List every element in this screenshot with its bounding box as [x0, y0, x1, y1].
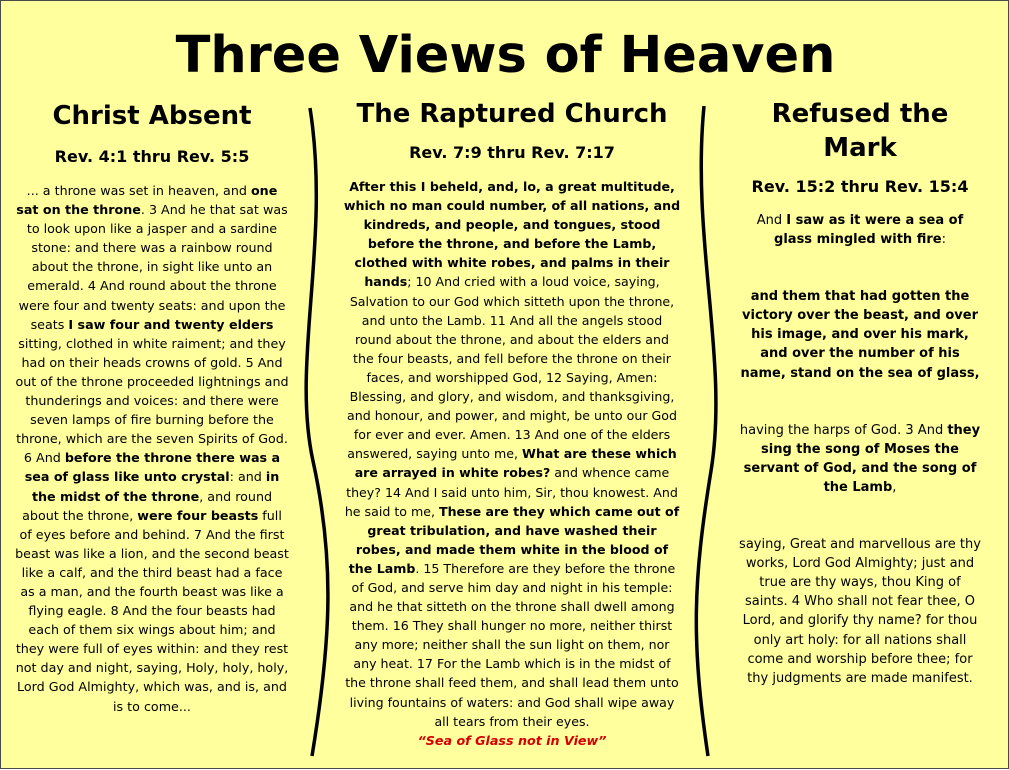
- scripture-text: [343, 177, 681, 731]
- column-heading: Refused the Mark: [771, 99, 949, 163]
- verse-text: saying, Great and marvellous are thy works, Lord God Almighty; just and true are thy ways, thou King of saints. 4 Who shall not fear thee, O Lord, and glorify thy name? for thou only art holy: for all nations shall come and worship before thee; for thy judgments are made manifest.: [739, 537, 981, 686]
- emphasized-verse-text: were four beasts: [137, 507, 259, 523]
- verse-text: . 3 And he that sat was to look upon like a jasper and a sardine stone: and there was a rainbow round about the throne, in sight like unto an emerald. 4 And round about the throne were four and twenty seats: and upon the seats: [18, 202, 288, 332]
- emphasized-verse-text: and them that had gotten the victory over the beast, and over his image, and over his mark, and over the number of his name, stand on the sea of glass,: [740, 289, 980, 381]
- verse-text: , and round about the throne,: [22, 488, 273, 523]
- paragraph-gap: [737, 268, 983, 287]
- emphasized-verse-text: they sing the song of Moses the servant of God, and the song of the Lamb: [743, 422, 981, 495]
- verse-text: having the harps of God. 3 And: [739, 422, 948, 438]
- sea-of-glass-note: “Sea of Glass not in View”: [417, 732, 607, 748]
- paragraph-gap: [737, 402, 983, 421]
- verse-text: ,: [892, 479, 897, 495]
- emphasized-verse-text: These are they which came out of great tribulation, and have washed their robes, and made them white in the blood of the Lamb: [348, 503, 680, 576]
- emphasized-verse-text: I saw four and twenty elders: [68, 316, 274, 332]
- verse-text: :: [941, 232, 946, 248]
- emphasized-verse-text: one sat on the throne: [16, 183, 278, 218]
- column-heading: The Raptured Church: [356, 99, 668, 129]
- emphasized-verse-text: I saw as it were a sea of glass mingled with fire: [774, 213, 964, 248]
- scripture-reference: Rev. 15:2 thru Rev. 15:4: [751, 177, 969, 196]
- scripture-text: [15, 181, 289, 716]
- column-christ-absent: [15, 99, 289, 716]
- verse-text: . 15 Therefore are they before the throne of God, and serve him day and night in his temple: and he that sitteth on the throne shall dwell among them. 16 They shall hunger no more, neither thirst any more; neither shall the sun light on them, nor any heat. 17 For the Lamb which is in the midst of the throne shall feed them, and shall lead them unto living fountains of waters: and God shall wipe away all tears from their eyes.: [345, 560, 679, 729]
- emphasized-verse-text: before the throne there was a sea of glass like unto crystal: [24, 450, 281, 485]
- verse-text: : and: [229, 469, 266, 485]
- scripture-reference: Rev. 4:1 thru Rev. 5:5: [54, 147, 250, 166]
- scripture-text: [737, 211, 983, 688]
- paragraph-gap: [737, 516, 983, 535]
- verse-text: and whence came they? 14 And I said unto him, Sir, thou knowest. And he said to me,: [344, 465, 678, 519]
- verse-text: And: [756, 213, 787, 228]
- column-raptured-church: [343, 97, 681, 750]
- verse-text: ; 10 And cried with a loud voice, saying, Salvation to our God which sitteth upon the throne, and unto the Lamb. 11 And all the angels stood round about the throne, and about the elders and the four beasts, and fell before the throne on their faces, and worshipped God, 12 Saying, Amen: Blessing, and glory, and wisdom, and thanksgiving, and honour, and power, and might, be unto our God for ever and ever. Amen. 13 And one of the elders answered, saying unto me,: [347, 274, 677, 462]
- paragraph-gap: [737, 249, 983, 268]
- emphasized-verse-text: After this I beheld, and, lo, a great multitude, which no man could number, of all nations, and kindreds, and people, and tongues, stood before the throne, and before the Lamb, clothed with white robes, and palms in their hands: [343, 179, 681, 290]
- emphasized-verse-text: in the midst of the throne: [31, 469, 280, 504]
- page-title: Three Views of Heaven: [175, 26, 836, 85]
- paragraph-gap: [737, 497, 983, 516]
- verse-text: full of eyes before and behind. 7 And the first beast was like a lion, and the second beast like a calf, and the third beast had a face as a man, and the fourth beast was like a flying eagle. 8 And the four beasts had each of them six wings about him; and they were full of eyes within: and they rest not day and night, saying, Holy, holy, holy, Lord God Almighty, which was, and is, and is to come...: [15, 507, 289, 714]
- verse-text: ... a throne was set in heaven, and: [26, 183, 251, 198]
- column-heading: Christ Absent: [52, 101, 252, 131]
- paragraph-gap: [737, 383, 983, 402]
- emphasized-verse-text: What are these which are arrayed in white robes?: [354, 446, 677, 481]
- verse-text: sitting, clothed in white raiment; and they had on their heads crowns of gold. 5 And out of the throne proceeded lightnings and thunderings and voices: and there were seven lamps of fire burning before the throne, which are the seven Spirits of God. 6 And: [15, 335, 289, 466]
- column-refused-the-mark: [737, 97, 983, 688]
- scripture-reference: Rev. 7:9 thru Rev. 7:17: [409, 143, 615, 162]
